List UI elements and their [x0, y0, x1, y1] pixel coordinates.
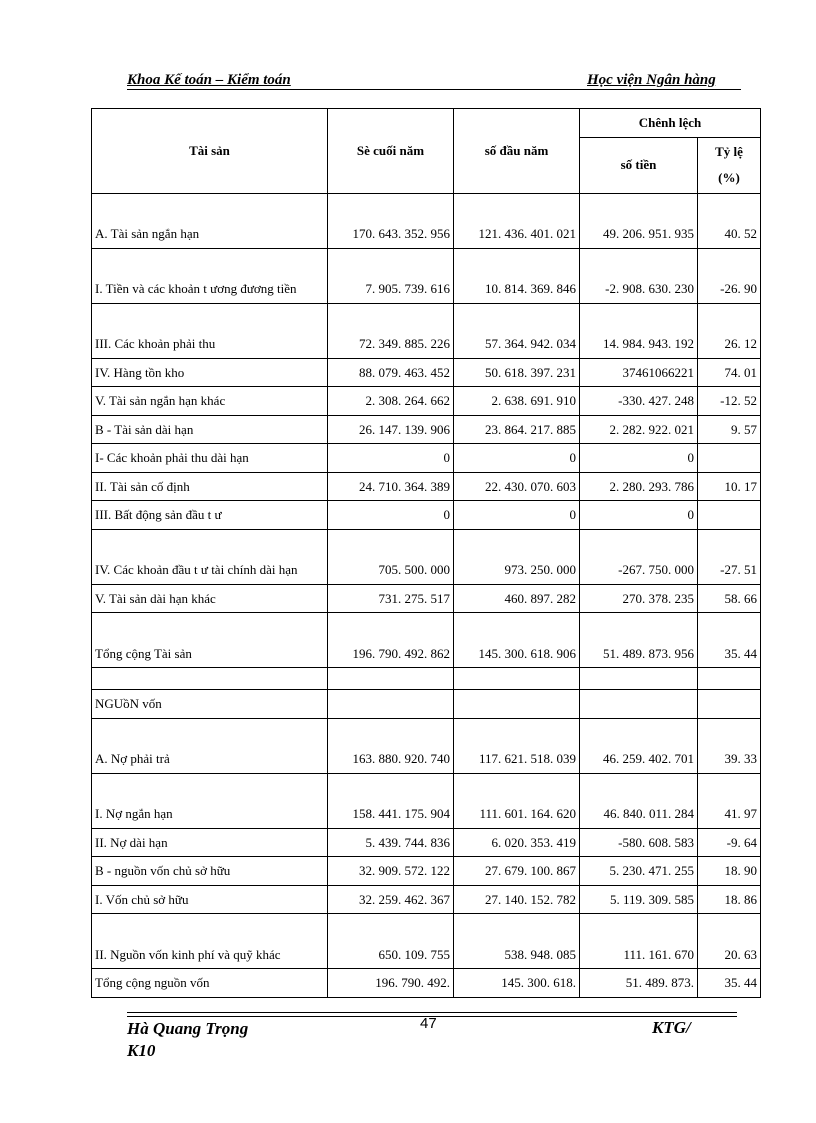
row-end-year: 7. 905. 739. 616 [328, 248, 454, 303]
row-begin-year: 0 [454, 444, 580, 473]
row-begin-year: 50. 618. 397. 231 [454, 358, 580, 387]
table-row [92, 248, 761, 303]
row-name: II. Nguồn vốn kinh phí và quỹ khác [92, 914, 328, 969]
header-ratio [698, 137, 761, 193]
row-end-year: 158. 441. 175. 904 [328, 773, 454, 828]
row-end-year: 731. 275. 517 [328, 584, 454, 613]
table-row [92, 668, 761, 690]
row-begin-year: 2. 638. 691. 910 [454, 387, 580, 416]
row-ratio: 18. 86 [698, 885, 761, 914]
row-end-year: 26. 147. 139. 906 [328, 415, 454, 444]
row-name: IV. Các khoản đầu t ư tài chính dài hạn [92, 529, 328, 584]
row-difference: 5. 119. 309. 585 [580, 885, 698, 914]
row-name: III. Bất động sản đầu t ư [92, 501, 328, 530]
row-end-year [328, 690, 454, 719]
row-end-year [328, 668, 454, 690]
row-ratio: -27. 51 [698, 529, 761, 584]
row-name: Tổng cộng nguồn vốn [92, 969, 328, 998]
row-difference: -580. 608. 583 [580, 828, 698, 857]
row-begin-year: 973. 250. 000 [454, 529, 580, 584]
row-ratio [698, 501, 761, 530]
row-begin-year: 27. 679. 100. 867 [454, 857, 580, 886]
table-row [92, 387, 761, 416]
row-name: B - Tài sản dài hạn [92, 415, 328, 444]
row-begin-year: 460. 897. 282 [454, 584, 580, 613]
row-difference [580, 690, 698, 719]
table-row [92, 613, 761, 668]
row-end-year: 5. 439. 744. 836 [328, 828, 454, 857]
table-row [92, 885, 761, 914]
row-end-year: 32. 259. 462. 367 [328, 885, 454, 914]
header-ratio-label: Tỷ lệ [715, 144, 743, 159]
footer-author-name: Hà Quang Trọng [127, 1019, 249, 1038]
row-end-year: 24. 710. 364. 389 [328, 472, 454, 501]
row-difference: 51. 489. 873. 956 [580, 613, 698, 668]
row-difference: 14. 984. 943. 192 [580, 303, 698, 358]
row-ratio: -26. 90 [698, 248, 761, 303]
footer-author [127, 1018, 287, 1062]
row-difference: -2. 908. 630. 230 [580, 248, 698, 303]
row-name: V. Tài sản ngắn hạn khác [92, 387, 328, 416]
row-difference: 46. 840. 011. 284 [580, 773, 698, 828]
row-name: A. Tài sản ngắn hạn [92, 193, 328, 248]
row-ratio: -12. 52 [698, 387, 761, 416]
row-difference: 51. 489. 873. [580, 969, 698, 998]
row-name: II. Tài sản cố định [92, 472, 328, 501]
row-end-year: 88. 079. 463. 452 [328, 358, 454, 387]
row-name: IV. Hàng tồn kho [92, 358, 328, 387]
row-end-year: 0 [328, 501, 454, 530]
row-name: III. Các khoản phải thu [92, 303, 328, 358]
row-difference: 270. 378. 235 [580, 584, 698, 613]
row-ratio [698, 690, 761, 719]
row-name: A. Nợ phải trả [92, 718, 328, 773]
row-ratio: 9. 57 [698, 415, 761, 444]
row-ratio: 39. 33 [698, 718, 761, 773]
row-difference [580, 668, 698, 690]
page-number: 47 [420, 1015, 437, 1032]
row-end-year: 72. 349. 885. 226 [328, 303, 454, 358]
table-row [92, 914, 761, 969]
row-difference: 2. 280. 293. 786 [580, 472, 698, 501]
header-end-year: Sè cuối năm [328, 109, 454, 194]
row-name: B - nguồn vốn chủ sở hữu [92, 857, 328, 886]
header-asset: Tài sản [92, 109, 328, 194]
header-difference: Chênh lệch [580, 109, 761, 138]
row-ratio: 26. 12 [698, 303, 761, 358]
row-ratio: -9. 64 [698, 828, 761, 857]
row-begin-year [454, 690, 580, 719]
row-name: I. Nợ ngắn hạn [92, 773, 328, 828]
row-end-year: 170. 643. 352. 956 [328, 193, 454, 248]
table-row [92, 718, 761, 773]
table-row [92, 501, 761, 530]
balance-sheet-table [91, 108, 761, 998]
row-ratio [698, 668, 761, 690]
row-begin-year: 121. 436. 401. 021 [454, 193, 580, 248]
row-name [92, 668, 328, 690]
footer-code: KTG/ [652, 1018, 691, 1037]
table-row [92, 415, 761, 444]
table-row [92, 584, 761, 613]
row-end-year: 705. 500. 000 [328, 529, 454, 584]
footer-author-class: K10 [127, 1041, 156, 1060]
header-faculty: Khoa Kế toán – Kiểm toán [127, 72, 291, 88]
row-begin-year: 23. 864. 217. 885 [454, 415, 580, 444]
row-begin-year: 538. 948. 085 [454, 914, 580, 969]
row-end-year: 650. 109. 755 [328, 914, 454, 969]
row-ratio: 18. 90 [698, 857, 761, 886]
row-name: I- Các khoản phải thu dài hạn [92, 444, 328, 473]
table-row [92, 857, 761, 886]
row-ratio: 35. 44 [698, 613, 761, 668]
row-end-year: 196. 790. 492. [328, 969, 454, 998]
row-name: I. Vốn chủ sở hữu [92, 885, 328, 914]
table-row [92, 529, 761, 584]
row-ratio [698, 444, 761, 473]
table-row [92, 969, 761, 998]
table-row [92, 472, 761, 501]
header-rule [127, 89, 741, 90]
header-begin-year: số đầu năm [454, 109, 580, 194]
row-end-year: 196. 790. 492. 862 [328, 613, 454, 668]
table-row [92, 358, 761, 387]
table-row [92, 828, 761, 857]
row-begin-year: 22. 430. 070. 603 [454, 472, 580, 501]
row-begin-year: 145. 300. 618. 906 [454, 613, 580, 668]
row-difference: 49. 206. 951. 935 [580, 193, 698, 248]
row-ratio: 58. 66 [698, 584, 761, 613]
row-difference: 46. 259. 402. 701 [580, 718, 698, 773]
row-name: I. Tiền và các khoản t ương đương tiền [92, 248, 328, 303]
row-end-year: 163. 880. 920. 740 [328, 718, 454, 773]
row-difference: 5. 230. 471. 255 [580, 857, 698, 886]
header-institution: Học viện Ngân hàng [587, 72, 716, 88]
row-begin-year: 111. 601. 164. 620 [454, 773, 580, 828]
table-row [92, 303, 761, 358]
table-row [92, 773, 761, 828]
row-begin-year: 6. 020. 353. 419 [454, 828, 580, 857]
row-begin-year: 57. 364. 942. 034 [454, 303, 580, 358]
row-difference: 37461066221 [580, 358, 698, 387]
row-ratio: 40. 52 [698, 193, 761, 248]
row-difference: -330. 427. 248 [580, 387, 698, 416]
row-difference: 111. 161. 670 [580, 914, 698, 969]
row-ratio: 74. 01 [698, 358, 761, 387]
row-difference: -267. 750. 000 [580, 529, 698, 584]
row-difference: 0 [580, 501, 698, 530]
row-begin-year [454, 668, 580, 690]
table-row [92, 690, 761, 719]
row-name: Tổng cộng Tài sản [92, 613, 328, 668]
row-difference: 2. 282. 922. 021 [580, 415, 698, 444]
row-name: NGUồN vốn [92, 690, 328, 719]
row-begin-year: 117. 621. 518. 039 [454, 718, 580, 773]
row-difference: 0 [580, 444, 698, 473]
table-row [92, 193, 761, 248]
row-ratio: 41. 97 [698, 773, 761, 828]
row-ratio: 35. 44 [698, 969, 761, 998]
row-name: V. Tài sản dài hạn khác [92, 584, 328, 613]
row-ratio: 10. 17 [698, 472, 761, 501]
row-ratio: 20. 63 [698, 914, 761, 969]
row-end-year: 2. 308. 264. 662 [328, 387, 454, 416]
row-begin-year: 10. 814. 369. 846 [454, 248, 580, 303]
row-begin-year: 27. 140. 152. 782 [454, 885, 580, 914]
table-row [92, 444, 761, 473]
header-amount: số tiền [580, 137, 698, 193]
row-end-year: 32. 909. 572. 122 [328, 857, 454, 886]
row-end-year: 0 [328, 444, 454, 473]
header-ratio-unit: (%) [718, 170, 740, 185]
footer-rule-1 [127, 1012, 737, 1013]
row-begin-year: 0 [454, 501, 580, 530]
row-name: II. Nợ dài hạn [92, 828, 328, 857]
row-begin-year: 145. 300. 618. [454, 969, 580, 998]
